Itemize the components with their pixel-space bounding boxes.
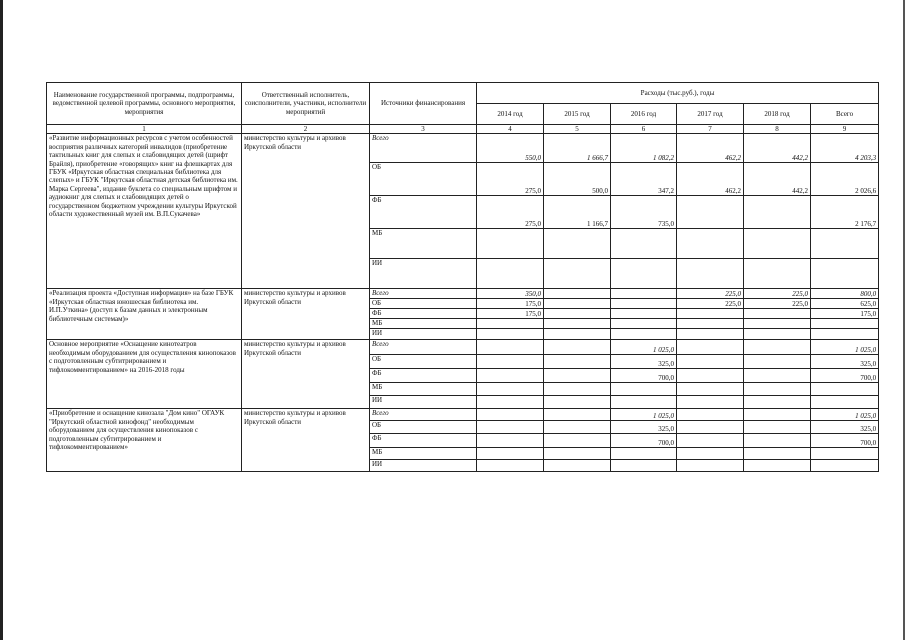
- funding-source: Всего: [370, 409, 477, 421]
- amount-cell: [677, 259, 744, 289]
- funding-source: ОБ: [370, 421, 477, 434]
- amount-cell: [544, 329, 611, 340]
- budget-table: [46, 82, 879, 472]
- amount-cell: [677, 448, 744, 460]
- activity-name: Основное мероприятие «Оснащение кинотеатров необходимым оборудованием для осуществления кинопоказов с подготовленным субтитрированием и тифлокомментированием» на 2016-2018 годы: [47, 340, 242, 409]
- amount-cell: [544, 309, 611, 319]
- amount-cell: [477, 369, 544, 383]
- amount-cell: [544, 448, 611, 460]
- amount-cell: 4 203,3: [811, 134, 879, 163]
- amount-cell: [744, 383, 811, 396]
- amount-cell: [677, 309, 744, 319]
- amount-cell: 175,0: [477, 299, 544, 309]
- funding-source: ФБ: [370, 369, 477, 383]
- amount-cell: [544, 229, 611, 259]
- amount-cell: [744, 421, 811, 434]
- amount-cell: 1 025,0: [611, 340, 677, 355]
- amount-cell: 462,2: [677, 163, 744, 196]
- funding-source: МБ: [370, 229, 477, 259]
- amount-cell: [677, 229, 744, 259]
- amount-cell: [744, 319, 811, 329]
- activity-name: «Приобретение и оснащение кинозала "Дом кино" ОГАУК "Иркутский областной кинофонд" необходимым оборудованием для осуществления кинопоказов с подготовленным субтитрированием и тифлокомментированием»: [47, 409, 242, 472]
- amount-cell: [611, 259, 677, 289]
- amount-cell: 735,0: [611, 196, 677, 229]
- header-year-2015: 2015 год: [544, 104, 611, 125]
- amount-cell: 225,0: [744, 299, 811, 309]
- activity-executor: министерство культуры и архивов Иркутской области: [242, 289, 370, 340]
- header-year-total: Всего: [811, 104, 879, 125]
- activity-executor: министерство культуры и архивов Иркутской области: [242, 134, 370, 289]
- amount-cell: 325,0: [811, 355, 879, 369]
- amount-cell: [811, 396, 879, 409]
- amount-cell: [544, 369, 611, 383]
- funding-source: МБ: [370, 448, 477, 460]
- funding-source: ФБ: [370, 309, 477, 319]
- col-number: 1: [47, 125, 242, 134]
- amount-cell: [744, 196, 811, 229]
- amount-cell: 1 025,0: [811, 409, 879, 421]
- amount-cell: [544, 340, 611, 355]
- funding-source: МБ: [370, 319, 477, 329]
- col-number: 6: [611, 125, 677, 134]
- amount-cell: [744, 396, 811, 409]
- col-number: 7: [677, 125, 744, 134]
- amount-cell: [811, 460, 879, 472]
- amount-cell: 700,0: [811, 369, 879, 383]
- activity-name: «Реализация проекта «Доступная информация» на базе ГБУК «Иркутская областная юношеская библиотека им. И.П.Уткина» (доступ к базам данных и электронным библиотечным системам)»: [47, 289, 242, 340]
- amount-cell: 1 025,0: [611, 409, 677, 421]
- funding-source: Всего: [370, 134, 477, 163]
- activity-name: «Развитие информационных ресурсов с учетом особенностей восприятия различных категорий инвалидов (приобретение тактильных книг для слепых и слабовидящих детей (шрифт Брайля), приобретение «говорящих» книг на флешкартах для ГБУК «Иркутская областная специальная библиотека для слепых» и ГБУК "Иркутская областная детская библиотека им. Марка Сергеева", издание буклета со специальным шрифтом и аудиокниг для слепых и слабовидящих детей о государственном бюджетном учреждении культуры Иркутской области художественный музей им. В.П.Сукачева»: [47, 134, 242, 289]
- funding-source: ФБ: [370, 434, 477, 448]
- amount-cell: [744, 329, 811, 340]
- amount-cell: [544, 289, 611, 299]
- col-number: 4: [477, 125, 544, 134]
- amount-cell: 462,2: [677, 134, 744, 163]
- col-number: 3: [370, 125, 477, 134]
- amount-cell: [744, 229, 811, 259]
- amount-cell: [677, 383, 744, 396]
- amount-cell: 350,0: [477, 289, 544, 299]
- amount-cell: [477, 460, 544, 472]
- amount-cell: [677, 421, 744, 434]
- amount-cell: [477, 448, 544, 460]
- col-number: 2: [242, 125, 370, 134]
- amount-cell: [811, 319, 879, 329]
- amount-cell: [811, 383, 879, 396]
- amount-cell: [477, 383, 544, 396]
- col-number: 8: [744, 125, 811, 134]
- amount-cell: [544, 396, 611, 409]
- activity-executor: министерство культуры и архивов Иркутской области: [242, 409, 370, 472]
- amount-cell: 175,0: [477, 309, 544, 319]
- table-row: [47, 340, 879, 355]
- amount-cell: [811, 329, 879, 340]
- amount-cell: 700,0: [611, 434, 677, 448]
- amount-cell: [544, 434, 611, 448]
- header-year-2017: 2017 год: [677, 104, 744, 125]
- amount-cell: 325,0: [811, 421, 879, 434]
- header-program: Наименование государственной программы, подпрограммы, ведомственной целевой программы, основного мероприятия, мероприятия: [47, 83, 242, 125]
- header-expenses: Расходы (тыс.руб.), годы: [477, 83, 879, 104]
- table-body: [47, 134, 879, 472]
- amount-cell: [677, 329, 744, 340]
- amount-cell: [544, 259, 611, 289]
- funding-source: ИИ: [370, 460, 477, 472]
- amount-cell: [611, 329, 677, 340]
- table-row: [47, 409, 879, 421]
- funding-source: ОБ: [370, 355, 477, 369]
- funding-source: МБ: [370, 383, 477, 396]
- amount-cell: [477, 340, 544, 355]
- col-number: 5: [544, 125, 611, 134]
- amount-cell: [677, 319, 744, 329]
- amount-cell: 2 176,7: [811, 196, 879, 229]
- header-year-2018: 2018 год: [744, 104, 811, 125]
- amount-cell: [611, 229, 677, 259]
- amount-cell: [811, 259, 879, 289]
- amount-cell: 625,0: [811, 299, 879, 309]
- funding-source: Всего: [370, 289, 477, 299]
- amount-cell: 325,0: [611, 421, 677, 434]
- amount-cell: [744, 309, 811, 319]
- activity-executor: министерство культуры и архивов Иркутской области: [242, 340, 370, 409]
- amount-cell: [744, 434, 811, 448]
- amount-cell: [744, 448, 811, 460]
- amount-cell: [477, 396, 544, 409]
- amount-cell: [811, 229, 879, 259]
- header-source: Источники финансирования: [370, 83, 477, 125]
- funding-source: ИИ: [370, 329, 477, 340]
- amount-cell: 275,0: [477, 196, 544, 229]
- amount-cell: 442,2: [744, 134, 811, 163]
- amount-cell: [611, 299, 677, 309]
- funding-source: Всего: [370, 340, 477, 355]
- amount-cell: [611, 309, 677, 319]
- amount-cell: [811, 448, 879, 460]
- amount-cell: 500,0: [544, 163, 611, 196]
- amount-cell: [677, 396, 744, 409]
- amount-cell: [611, 448, 677, 460]
- amount-cell: [477, 355, 544, 369]
- amount-cell: [611, 396, 677, 409]
- header-year-2016: 2016 год: [611, 104, 677, 125]
- amount-cell: 347,2: [611, 163, 677, 196]
- amount-cell: 800,0: [811, 289, 879, 299]
- header-executor: Ответственный исполнитель, соисполнители, участники, исполнители мероприятий: [242, 83, 370, 125]
- amount-cell: [477, 229, 544, 259]
- amount-cell: [677, 434, 744, 448]
- amount-cell: 275,0: [477, 163, 544, 196]
- table-row: [47, 289, 879, 299]
- scan-edge-left: [0, 0, 3, 640]
- amount-cell: 325,0: [611, 355, 677, 369]
- amount-cell: [611, 460, 677, 472]
- amount-cell: [677, 355, 744, 369]
- amount-cell: [744, 369, 811, 383]
- amount-cell: [477, 434, 544, 448]
- amount-cell: 1 666,7: [544, 134, 611, 163]
- amount-cell: [477, 319, 544, 329]
- amount-cell: [677, 196, 744, 229]
- amount-cell: 700,0: [811, 434, 879, 448]
- amount-cell: [477, 329, 544, 340]
- amount-cell: [744, 259, 811, 289]
- amount-cell: 225,0: [677, 299, 744, 309]
- amount-cell: [611, 383, 677, 396]
- funding-source: ФБ: [370, 196, 477, 229]
- amount-cell: [544, 299, 611, 309]
- amount-cell: [744, 460, 811, 472]
- amount-cell: 550,0: [477, 134, 544, 163]
- amount-cell: 225,0: [744, 289, 811, 299]
- amount-cell: [744, 355, 811, 369]
- amount-cell: [544, 355, 611, 369]
- funding-source: ИИ: [370, 396, 477, 409]
- amount-cell: [544, 460, 611, 472]
- amount-cell: [611, 289, 677, 299]
- amount-cell: 225,0: [677, 289, 744, 299]
- header-year-2014: 2014 год: [477, 104, 544, 125]
- amount-cell: [477, 259, 544, 289]
- amount-cell: [544, 421, 611, 434]
- amount-cell: 1 166,7: [544, 196, 611, 229]
- amount-cell: [544, 319, 611, 329]
- amount-cell: [544, 383, 611, 396]
- amount-cell: [477, 421, 544, 434]
- amount-cell: [677, 340, 744, 355]
- amount-cell: 1 082,2: [611, 134, 677, 163]
- amount-cell: [677, 460, 744, 472]
- amount-cell: [744, 409, 811, 421]
- funding-source: ОБ: [370, 299, 477, 309]
- amount-cell: [677, 369, 744, 383]
- amount-cell: 442,2: [744, 163, 811, 196]
- amount-cell: [611, 319, 677, 329]
- table-row: [47, 134, 879, 163]
- col-number: 9: [811, 125, 879, 134]
- amount-cell: [677, 409, 744, 421]
- amount-cell: [544, 409, 611, 421]
- amount-cell: 175,0: [811, 309, 879, 319]
- funding-source: ОБ: [370, 163, 477, 196]
- amount-cell: 700,0: [611, 369, 677, 383]
- amount-cell: [477, 409, 544, 421]
- funding-source: ИИ: [370, 259, 477, 289]
- amount-cell: [744, 340, 811, 355]
- amount-cell: 1 025,0: [811, 340, 879, 355]
- table-header: [47, 83, 879, 134]
- amount-cell: 2 026,6: [811, 163, 879, 196]
